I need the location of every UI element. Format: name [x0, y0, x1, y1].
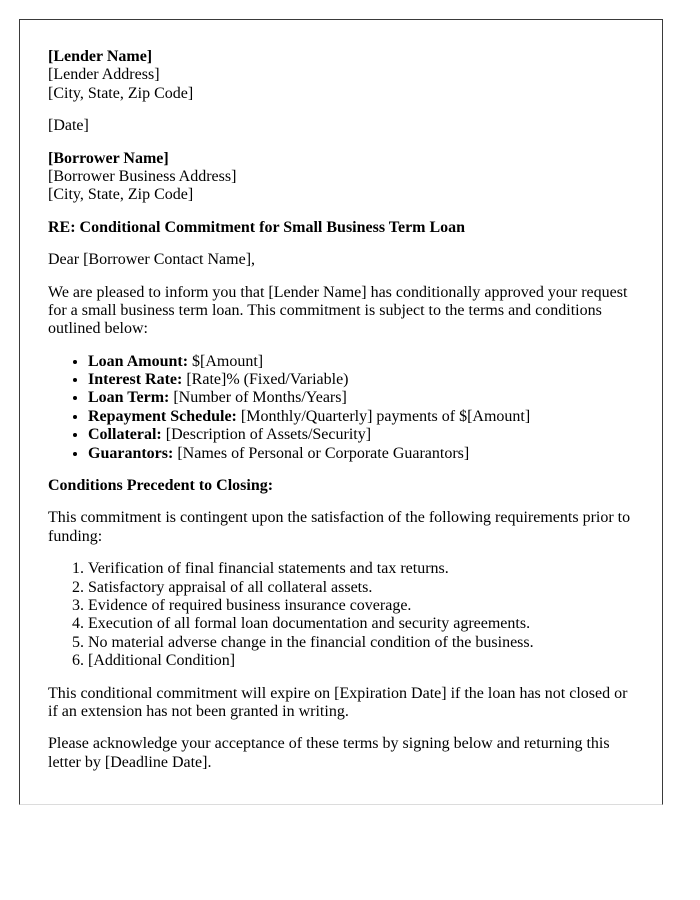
borrower-name: [Borrower Name]	[48, 149, 169, 167]
term-item-repayment-schedule	[88, 408, 634, 426]
conditions-intro: This commitment is contingent upon the satisfaction of the following requirements prior to funding:	[48, 509, 631, 545]
lender-city-state-zip: [City, State, Zip Code]	[48, 84, 194, 102]
borrower-city-state-zip: [City, State, Zip Code]	[48, 186, 194, 204]
expiration-paragraph: This conditional commitment will expire on [Expiration Date] if the loan has not closed or if an extension has not been granted in writing.	[48, 684, 628, 720]
term-value: [Monthly/Quarterly] payments of $[Amount]	[240, 407, 531, 425]
term-label: Collateral:	[88, 426, 162, 444]
term-label: Repayment Schedule:	[88, 407, 237, 425]
lender-letterhead	[48, 48, 634, 103]
term-item-loan-amount	[88, 353, 634, 371]
borrower-address-block	[48, 150, 634, 205]
subject-line: RE: Conditional Commitment for Small Business Term Loan	[48, 218, 466, 236]
salutation: Dear [Borrower Contact Name],	[48, 251, 256, 269]
term-value: [Names of Personal or Corporate Guarantors]	[177, 444, 470, 462]
term-value: [Description of Assets/Security]	[165, 426, 372, 444]
term-item-interest-rate	[88, 371, 634, 389]
term-label: Loan Amount:	[88, 352, 189, 370]
term-label: Interest Rate:	[88, 371, 183, 389]
term-value: [Number of Months/Years]	[173, 389, 347, 407]
lender-address: [Lender Address]	[48, 66, 160, 84]
acknowledgement-paragraph: Please acknowledge your acceptance of these terms by signing below and returning this letter by [Deadline Date].	[48, 735, 610, 771]
term-label: Loan Term:	[88, 389, 170, 407]
term-item-collateral	[88, 426, 634, 444]
condition-item: 6. [Additional Condition]	[88, 652, 634, 670]
intro-paragraph: We are pleased to inform you that [Lender Name] has conditionally approved your request for a small business term loan. This commitment is subject to the terms and conditions outlined below:	[48, 283, 628, 338]
term-value: [Rate]% (Fixed/Variable)	[186, 371, 349, 389]
borrower-address: [Borrower Business Address]	[48, 167, 237, 185]
term-label: Guarantors:	[88, 444, 174, 462]
term-item-guarantors	[88, 445, 634, 463]
letter-frame	[19, 19, 663, 805]
term-item-loan-term	[88, 389, 634, 407]
conditions-heading: Conditions Precedent to Closing:	[48, 477, 274, 495]
conditions-list	[48, 560, 634, 670]
loan-terms-list	[48, 353, 634, 463]
lender-name: [Lender Name]	[48, 48, 153, 65]
date-line: [Date]	[48, 117, 89, 135]
term-value: $[Amount]	[192, 352, 264, 370]
condition-item: 2. Satisfactory appraisal of all collateral assets.	[88, 579, 634, 597]
condition-item: 1. Verification of final financial statements and tax returns.	[88, 560, 634, 578]
condition-item: 5. No material adverse change in the financial condition of the business.	[88, 634, 634, 652]
condition-item: 3. Evidence of required business insurance coverage.	[88, 597, 634, 615]
condition-item: 4. Execution of all formal loan documentation and security agreements.	[88, 615, 634, 633]
